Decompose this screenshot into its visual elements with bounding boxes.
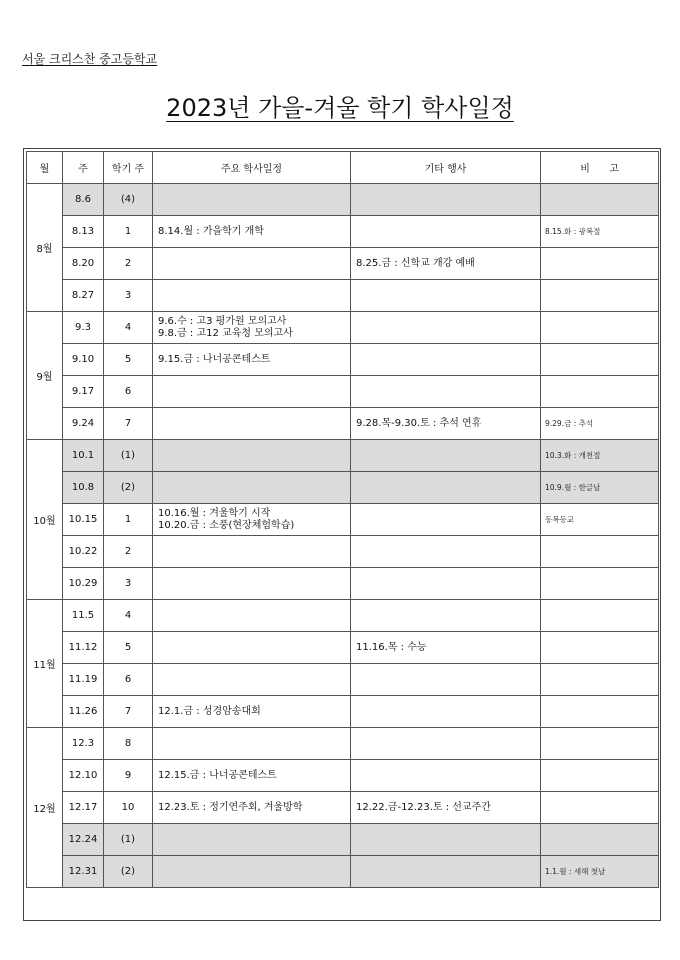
week-cell: 8.6 [63,184,104,216]
term-week-cell: 5 [104,344,153,376]
term-week-cell: 3 [104,568,153,600]
note-cell [541,664,659,696]
table-row [27,184,659,216]
term-week-cell: 9 [104,760,153,792]
main-schedule-cell [153,856,351,888]
header-note: 비 고 [541,152,659,184]
main-schedule-cell [153,568,351,600]
note-cell: 10.3.화 : 개천절 [541,440,659,472]
other-event-cell: 8.25.금 : 신학교 개강 예배 [351,248,541,280]
term-week-cell: (2) [104,472,153,504]
term-week-cell: (1) [104,824,153,856]
main-schedule-cell [153,184,351,216]
main-schedule-cell: 12.23.토 : 정기연주회, 겨울방학 [153,792,351,824]
other-event-cell [351,216,541,248]
week-cell: 8.20 [63,248,104,280]
main-schedule-cell: 12.15.금 : 나너공콘테스트 [153,760,351,792]
note-cell [541,184,659,216]
week-cell: 12.3 [63,728,104,760]
week-cell: 12.17 [63,792,104,824]
table-row [27,344,659,376]
main-schedule-cell: 9.15.금 : 나너공콘테스트 [153,344,351,376]
other-event-cell [351,312,541,344]
other-event-cell [351,472,541,504]
week-cell: 12.10 [63,760,104,792]
table-row [27,408,659,440]
table-row [27,216,659,248]
table-row [27,824,659,856]
main-schedule-cell [153,600,351,632]
note-cell [541,568,659,600]
main-schedule-cell [153,472,351,504]
term-week-cell: 4 [104,312,153,344]
note-cell: 9.29.금 : 추석 [541,408,659,440]
term-week-cell: 1 [104,504,153,536]
other-event-cell [351,824,541,856]
week-cell: 9.17 [63,376,104,408]
term-week-cell: 3 [104,280,153,312]
other-event-cell: 11.16.목 : 수능 [351,632,541,664]
note-cell [541,280,659,312]
note-cell [541,536,659,568]
table-row [27,248,659,280]
note-cell [541,632,659,664]
table-row [27,312,659,344]
term-week-cell: 2 [104,536,153,568]
note-cell [541,760,659,792]
term-week-cell: (1) [104,440,153,472]
term-week-cell: 2 [104,248,153,280]
table-row [27,728,659,760]
other-event-cell [351,536,541,568]
main-schedule-cell [153,280,351,312]
other-event-cell [351,504,541,536]
note-cell [541,344,659,376]
week-cell: 9.10 [63,344,104,376]
other-event-cell [351,568,541,600]
week-cell: 10.1 [63,440,104,472]
week-cell: 11.19 [63,664,104,696]
term-week-cell: (2) [104,856,153,888]
note-cell: 10.9.월 : 한글날 [541,472,659,504]
main-schedule-cell [153,408,351,440]
table-row [27,440,659,472]
school-name: 서울 크리스찬 중고등학교 [22,52,158,66]
main-schedule-cell [153,248,351,280]
header-row [27,152,659,184]
week-cell: 9.3 [63,312,104,344]
week-cell: 11.12 [63,632,104,664]
week-cell: 10.22 [63,536,104,568]
note-cell [541,312,659,344]
main-schedule-cell: 9.6.수 : 고3 평가원 모의고사 9.8.금 : 고12 교육청 모의고사 [153,312,351,344]
table-row [27,792,659,824]
other-event-cell [351,728,541,760]
main-schedule-cell [153,376,351,408]
month-cell: 8월 [27,184,63,312]
other-event-cell [351,376,541,408]
table-row [27,472,659,504]
table-row [27,376,659,408]
week-cell: 8.13 [63,216,104,248]
header-term-week: 학기 주 [104,152,153,184]
note-cell [541,600,659,632]
other-event-cell [351,760,541,792]
week-cell: 9.24 [63,408,104,440]
main-schedule-cell: 8.14.월 : 가을학기 개학 [153,216,351,248]
other-event-cell [351,696,541,728]
note-cell [541,696,659,728]
term-week-cell: 6 [104,376,153,408]
term-week-cell: 6 [104,664,153,696]
table-row [27,760,659,792]
month-cell: 10월 [27,440,63,600]
main-schedule-cell [153,728,351,760]
term-week-cell: 4 [104,600,153,632]
page-title: 2023년 가을-겨울 학기 학사일정 [166,94,514,122]
other-event-cell: 12.22.금-12.23.토 : 선교주간 [351,792,541,824]
week-cell: 12.31 [63,856,104,888]
term-week-cell: 5 [104,632,153,664]
main-schedule-cell [153,536,351,568]
note-cell [541,376,659,408]
week-cell: 10.15 [63,504,104,536]
note-cell [541,824,659,856]
week-cell: 10.29 [63,568,104,600]
month-cell: 11월 [27,600,63,728]
term-week-cell: 7 [104,696,153,728]
other-event-cell [351,856,541,888]
table-row [27,600,659,632]
main-schedule-cell [153,664,351,696]
main-schedule-cell [153,440,351,472]
table-row [27,568,659,600]
header-main-schedule: 주요 학사일정 [153,152,351,184]
other-event-cell [351,600,541,632]
schedule-table [26,151,659,888]
note-cell: 1.1.월 : 새해 첫날 [541,856,659,888]
other-event-cell [351,440,541,472]
table-row [27,504,659,536]
header-other-events: 기타 행사 [351,152,541,184]
table-row [27,632,659,664]
term-week-cell: 7 [104,408,153,440]
week-cell: 10.8 [63,472,104,504]
note-cell: 8.15.화 : 광복절 [541,216,659,248]
week-cell: 12.24 [63,824,104,856]
table-row [27,696,659,728]
main-schedule-cell [153,824,351,856]
term-week-cell: 10 [104,792,153,824]
table-row [27,280,659,312]
note-cell: 동복등교 [541,504,659,536]
other-event-cell [351,344,541,376]
main-schedule-cell: 12.1.금 : 성경암송대회 [153,696,351,728]
note-cell [541,728,659,760]
month-cell: 12월 [27,728,63,888]
table-row [27,856,659,888]
header-week: 주 [63,152,104,184]
note-cell [541,792,659,824]
term-week-cell: 8 [104,728,153,760]
table-row [27,664,659,696]
term-week-cell: 1 [104,216,153,248]
main-schedule-cell: 10.16.월 : 겨울학기 시작 10.20.금 : 소풍(현장체험학습) [153,504,351,536]
main-schedule-cell [153,632,351,664]
table-row [27,536,659,568]
other-event-cell [351,280,541,312]
week-cell: 8.27 [63,280,104,312]
term-week-cell: (4) [104,184,153,216]
week-cell: 11.26 [63,696,104,728]
other-event-cell [351,184,541,216]
month-cell: 9월 [27,312,63,440]
header-month: 월 [27,152,63,184]
week-cell: 11.5 [63,600,104,632]
other-event-cell [351,664,541,696]
other-event-cell: 9.28.목-9.30.토 : 추석 연휴 [351,408,541,440]
note-cell [541,248,659,280]
